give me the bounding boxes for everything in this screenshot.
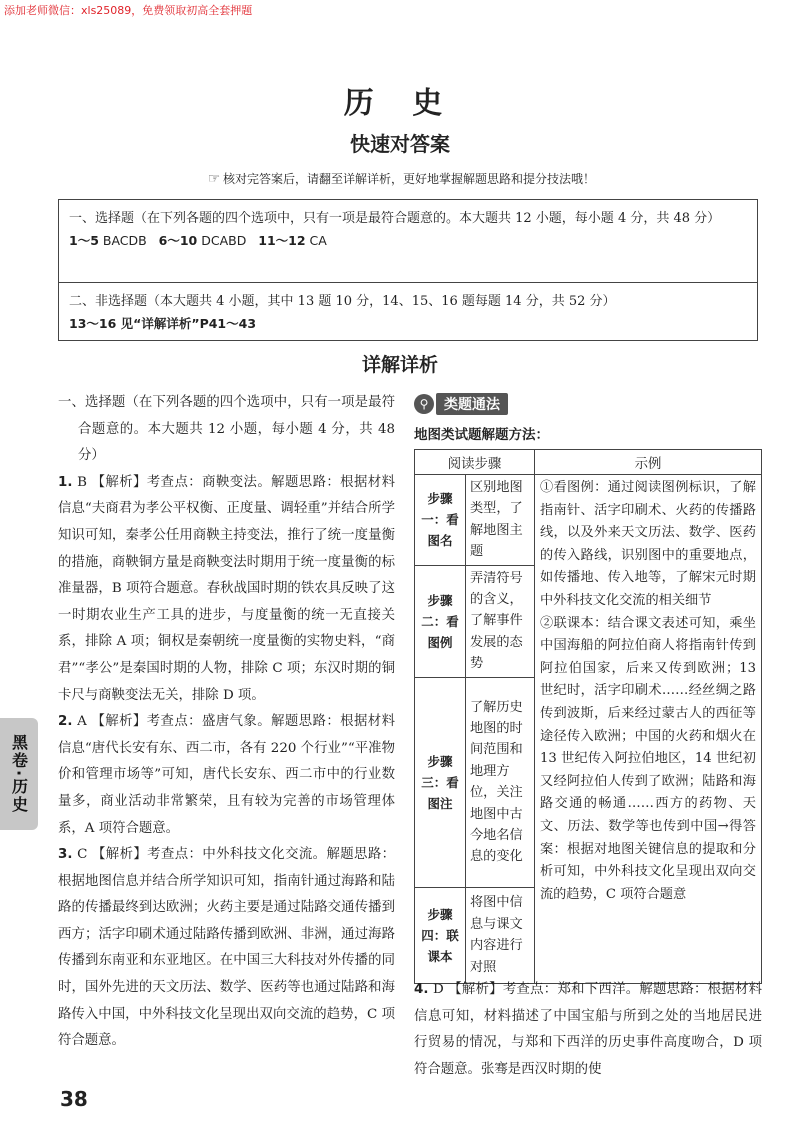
explanation: 【解析】考查点：郑和下西洋。解题思路：根据材料信息可知，材料描述了中国宝船与所到之处的当地居民进行贸易的情况，与郑和下西洋的历史事件高度吻合，D 项符合题意。张骞是西汉时期的使 xyxy=(414,982,763,1077)
answer-range-1: 1～5 xyxy=(69,233,99,248)
choice-answer-box xyxy=(58,199,758,283)
explanation: 【解析】考查点：盛唐气象。解题思路：根据材料信息“唐代长安有东、西二市，各有 220 个行业”“平准物价和管理市场等”可知，唐代长安东、西二市中的行业数量多，商业活动非常繁荣，且有较为完善的市场管理体系，A 项符合题意。 xyxy=(58,714,395,836)
watermark-text: 添加老师微信：xls25089，免费领取初高全套押题 xyxy=(4,4,253,17)
section-intro: 一、选择题（在下列各题的四个选项中，只有一项是最符合题意的。本大题共 12 小题，每小题 4 分，共 48 分） xyxy=(58,395,395,464)
answer-range-2: 6～10 xyxy=(158,233,198,248)
answer-letter: A xyxy=(77,714,87,730)
right-column xyxy=(414,393,762,984)
page-title: 历 史 xyxy=(343,86,457,121)
steps-table xyxy=(414,449,762,984)
question-3: 3. C 【解析】考查点：中外科技文化交流。解题思路：根据地图信息并结合所学知识可知，指南针通过海路和陆路的传播最终到达欧洲；火药主要是通过陆路交通传播到西方；活字印刷术通过陆路传播到欧洲、非洲，通过海路传播到东南亚和东亚地区。在中国三大科技对外传播的同时，国外先进的天文历法、数学、医药等也通过陆路和海路传入中国，中外科技文化呈现出双向交流的趋势，C 项符合题意。 xyxy=(58,847,396,1049)
choice-heading: 一、选择题（在下列各题的四个选项中，只有一项是最符合题意的。本大题共 12 小题，每小题 4 分，共 48 分） xyxy=(69,211,721,226)
left-column xyxy=(58,390,395,1055)
table-header: 示例 xyxy=(535,450,762,475)
answer-group-2: DCABD xyxy=(201,233,247,248)
table-header-row xyxy=(415,450,762,475)
pointing-hand-icon: ☞ xyxy=(207,171,221,187)
step-name: 步骤一：看图名 xyxy=(415,475,466,566)
question-1: 1. B 【解析】考查点：商鞅变法。解题思路：根据材料信息“夫商君为孝公平权衡、正度量、调轻重”并结合所学知识可知，秦孝公任用商鞅主持变法，推行了统一度量衡的措施，商鞅铜方量是商鞅变法时期用于统一度量衡的标准量器，B 项符合题意。春秋战国时期的铁农具反映了这一时期农业生产工具的进步，与度量衡的统一无直接关系，排除 A 项；铜权是秦朝统一度量衡的实物史料，“商君”“孝公”是秦国时期的人物，排除 C 项；东汉时期的铜卡尺与商鞅变法无关，排除 D 项。 xyxy=(58,474,396,703)
tip-badge xyxy=(414,393,508,415)
example-para-2: ②联课本：结合课文表述可知，乘坐中国海船的阿拉伯商人将指南针传到阿拉伯国家，后来又传到欧洲；13 世纪时，活字印刷术……经丝绸之路传到波斯，后来经过蒙古人的西征等途径传入欧洲；中国的火药和烟火在 13 世纪传入阿拉伯地区，14 世纪初又经阿拉伯人传到了欧洲；陆路和海路交通的畅通……西方的药物、天文、历法、数学等也传到中国→得答案：根据对地图关键信息的提取和分析可知，中外科技文化呈现出双向交流的趋势，C 项符合题意 xyxy=(540,615,756,902)
answer-group-1: BACDB xyxy=(102,233,147,248)
step-desc: 弄清符号的含义，了解事件发展的态势 xyxy=(466,565,535,677)
nonchoice-heading: 二、非选择题（本大题共 4 小题，其中 13 题 10 分，14、15、16 题每题 14 分，共 52 分） xyxy=(69,294,616,309)
answer-range-3: 11～12 xyxy=(258,233,306,248)
step-desc: 区别地图类型，了解地图主题 xyxy=(466,475,535,566)
question-4: 4. D 【解析】考查点：郑和下西洋。解题思路：根据材料信息可知，材料描述了中国宝船与所到之处的当地居民进行贸易的情况，与郑和下西洋的历史事件高度吻合，D 项符合题意。张骞是西汉时期的使 xyxy=(414,982,763,1077)
table-row xyxy=(415,475,762,566)
example-cell xyxy=(535,475,762,984)
answer-letter: B xyxy=(77,474,87,490)
key-icon: ⚲ xyxy=(414,394,434,414)
explanation: 【解析】考查点：中外科技文化交流。解题思路：根据地图信息并结合所学知识可知，指南针通过海路和陆路的传播最终到达欧洲；火药主要是通过陆路交通传播到西方；活字印刷术通过陆路传播到欧洲、非洲，通过海路传播到东南亚和东亚地区。在中国三大科技对外传播的同时，国外先进的天文历法、数学、医药等也通过陆路和海路传入中国，中外科技文化呈现出双向交流的趋势，C 项符合题意。 xyxy=(58,847,396,1049)
quick-answer-title: 快速对答案 xyxy=(350,132,450,156)
question-2: 2. A 【解析】考查点：盛唐气象。解题思路：根据材料信息“唐代长安有东、西二市，各有 220 个行业”“平准物价和管理市场等”可知，唐代长安东、西二市中的行业数量多，商业活动非常繁荣，且有较为完善的市场管理体系，A 项符合题意。 xyxy=(58,714,395,836)
choice-answers xyxy=(69,230,747,252)
step-name: 步骤二：看图例 xyxy=(415,565,466,677)
hint-line xyxy=(0,170,800,187)
answer-letter: C xyxy=(77,847,88,863)
step-name: 步骤三：看图注 xyxy=(415,677,466,887)
side-tab xyxy=(0,718,38,830)
step-desc: 将图中信息与课文内容进行对照 xyxy=(466,887,535,983)
page-number: 38 xyxy=(60,1087,88,1111)
tip-badge-label: 类题通法 xyxy=(436,393,508,415)
table-header: 阅读步骤 xyxy=(415,450,535,475)
step-desc: 了解历史地图的时间范围和地理方位，关注地图中古今地名信息的变化 xyxy=(466,677,535,887)
answer-group-3: CA xyxy=(309,233,327,248)
side-tab-label: 黑卷·历史 xyxy=(9,733,29,815)
method-title: 地图类试题解题方法： xyxy=(414,427,549,443)
explanation: 【解析】考查点：商鞅变法。解题思路：根据材料信息“夫商君为孝公平权衡、正度量、调轻重”并结合所学知识可知，秦孝公任用商鞅主持变法，推行了统一度量衡的措施，商鞅铜方量是商鞅变法时期用于统一度量衡的标准量器，B 项符合题意。春秋战国时期的铁农具反映了这一时期农业生产工具的进步，与度量衡的统一无直接关系，排除 A 项；铜权是秦朝统一度量衡的实物史料，“商君”“孝公”是秦国时期的人物，排除 C 项；东汉时期的铜卡尺与商鞅变法无关，排除 D 项。 xyxy=(58,474,396,703)
answer-letter: D xyxy=(432,982,444,997)
detail-title: 详解详析 xyxy=(361,354,438,376)
nonchoice-answer: 13～16 见“详解详析”P41～43 xyxy=(69,316,257,331)
hint-text: 核对完答案后，请翻至详解详析，更好地掌握解题思路和提分技法哦！ xyxy=(222,172,595,186)
example-para-1: ①看图例：通过阅读图例标识，了解指南针、活字印刷术、火药的传播路线，以及外来天文历法、数学、医药的传入路线，识别图中的重要地点，如传播地、传入地等，了解宋元时期中外科技文化交流的相关细节 xyxy=(540,480,756,608)
step-name: 步骤四：联课本 xyxy=(415,887,466,983)
nonchoice-answer-box xyxy=(58,283,758,341)
